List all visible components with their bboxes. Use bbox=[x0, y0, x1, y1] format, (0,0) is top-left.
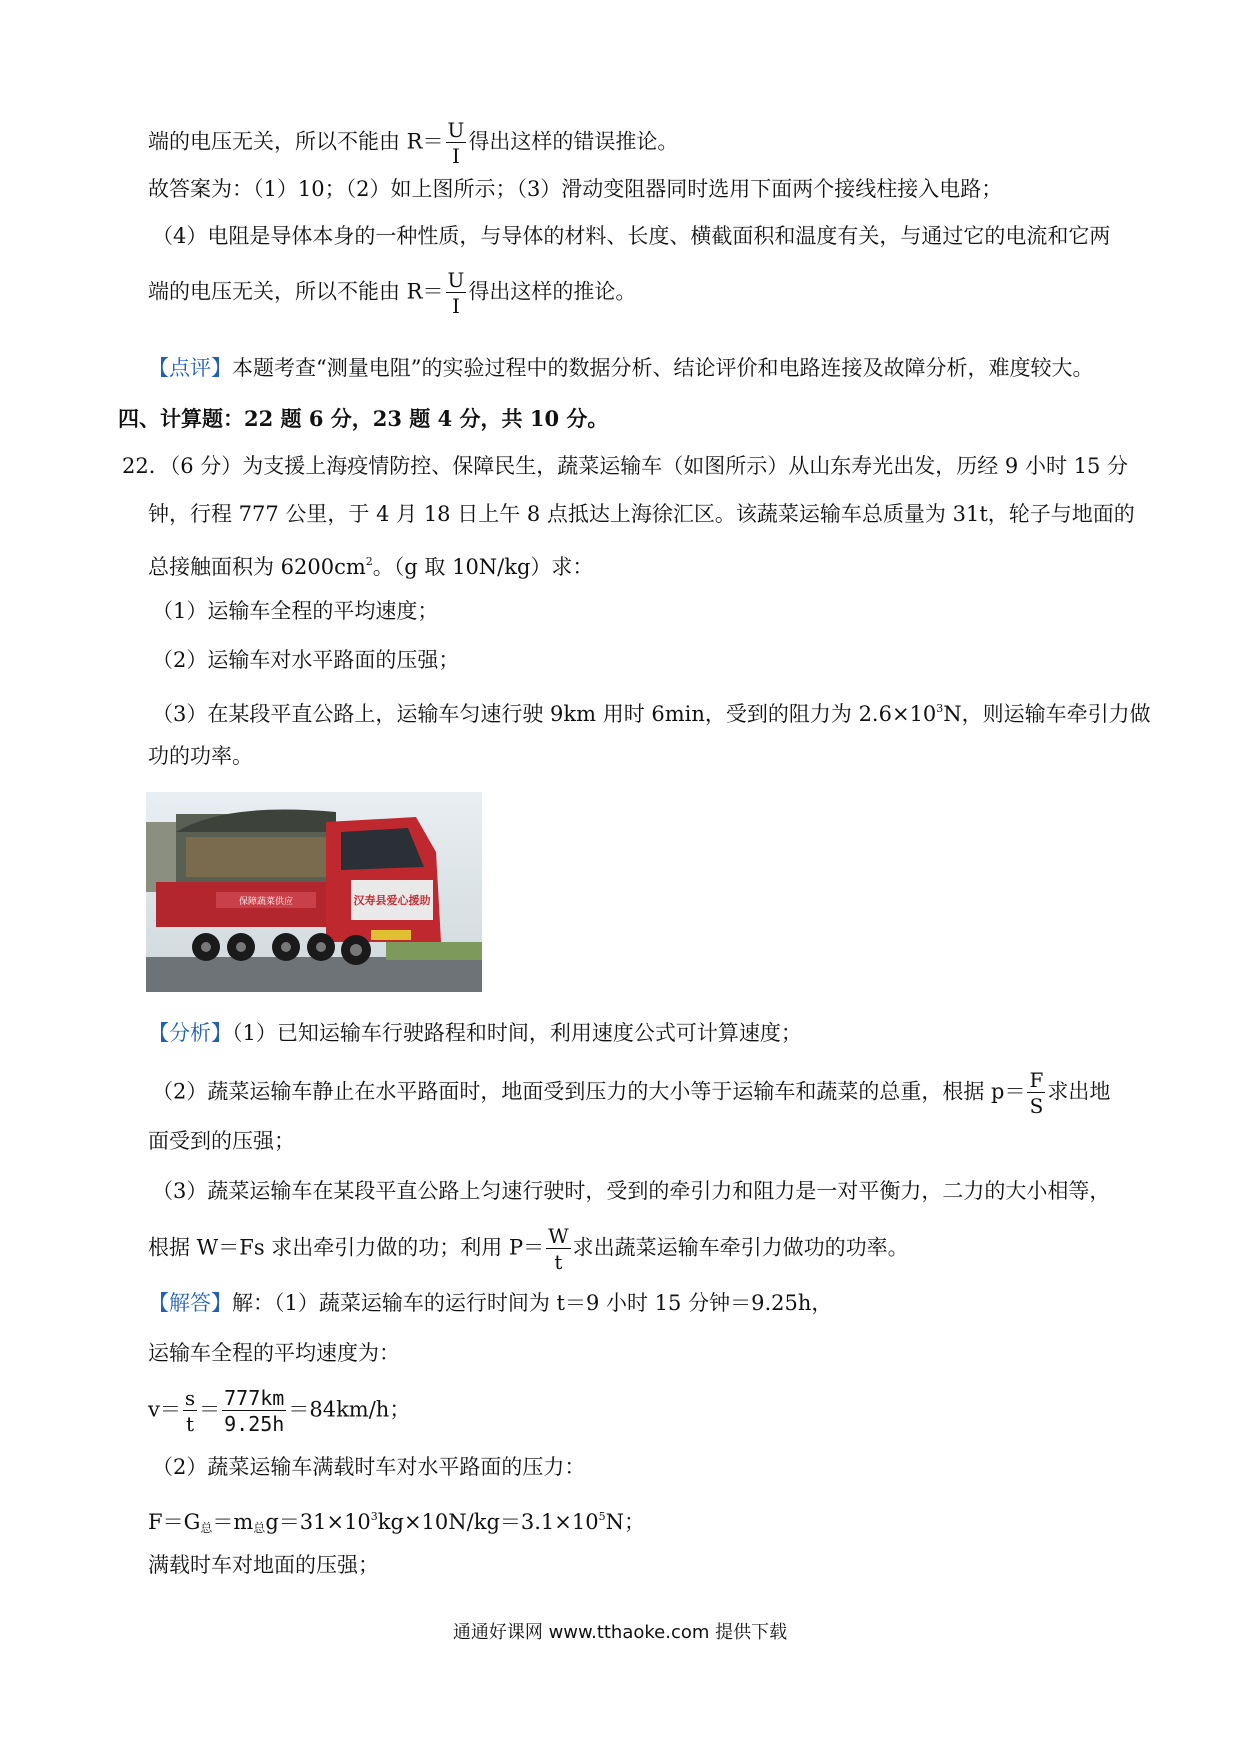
analysis-line-1: 【分析】（1）已知运输车行驶路程和时间，利用速度公式可计算速度； bbox=[148, 1021, 802, 1045]
q22-part-1: （1）运输车全程的平均速度； bbox=[152, 599, 439, 623]
answer-point-4-cont: 端的电压无关，所以不能由 R＝ $\frac{U}{I}$ 得出这样的推论。 bbox=[148, 268, 637, 318]
formula-777-over-925: $\frac{777km}{9.25h}$ bbox=[224, 1386, 285, 1436]
analysis-line-2-cont: 面受到的压强； bbox=[148, 1129, 295, 1153]
answer-tag: 【解答】 bbox=[148, 1291, 232, 1315]
formula-u-over-i: $\frac{U}{I}$ bbox=[447, 268, 465, 318]
analysis-tag: 【分析】 bbox=[148, 1021, 232, 1045]
truck-photo bbox=[146, 792, 482, 992]
truck-front-banner: 汉寿县爱心援助 bbox=[353, 894, 431, 907]
formula-s-over-t: $\frac{s}{t}$ bbox=[184, 1386, 196, 1436]
answer-line-4: 满载时车对地面的压强； bbox=[148, 1553, 379, 1577]
q22-part-3: （3）在某段平直公路上，运输车匀速行驶 9km 用时 6min，受到的阻力为 $2.6\times 10^3N$，则运输车牵引力做 bbox=[152, 702, 1151, 726]
analysis-line-3-cont: 根据 W＝Fs 求出牵引力做的功；利用 P＝ $\frac{W}{t}$ 求出蔬菜运输车牵引力做功的功率。 bbox=[148, 1224, 909, 1274]
section-header: 四、计算题：22 题 6 分，23 题 4 分，共 10 分。 bbox=[118, 406, 609, 431]
prev-answer-line: 端的电压无关，所以不能由 R＝ $\frac{U}{I}$ 得出这样的错误推论。 bbox=[148, 118, 679, 168]
answer-line-3: （2）蔬菜运输车满载时车对水平路面的压力： bbox=[152, 1455, 586, 1479]
comment-line: 【点评】本题考查“测量电阻”的实验过程中的数据分析、结论评价和电路连接及故障分析，难度较大。 bbox=[148, 356, 1094, 380]
formula-f-over-s: $\frac{F}{S}$ bbox=[1029, 1068, 1044, 1118]
formula-w-over-t: $\frac{W}{t}$ bbox=[548, 1224, 569, 1274]
q22-line-1: 22．（6 分）为支援上海疫情防控、保障民生，蔬菜运输车（如图所示）从山东寿光出发，历经 9 小时 15 分 bbox=[122, 454, 1129, 478]
formula-u-over-i: $\frac{U}{I}$ bbox=[447, 118, 465, 168]
q22-part-3-cont: 功的功率。 bbox=[148, 744, 253, 768]
answer-line-1: 【解答】解：（1）蔬菜运输车的运行时间为 t＝9 小时 15 分钟＝9.25h， bbox=[148, 1291, 833, 1315]
answer-line-2: 运输车全程的平均速度为： bbox=[148, 1341, 400, 1365]
answer-summary: 故答案为：（1）10；（2）如上图所示；（3）滑动变阻器同时选用下面两个接线柱接入电路； bbox=[148, 177, 1003, 201]
answer-point-4: （4）电阻是导体本身的一种性质，与导体的材料、长度、横截面积和温度有关，与通过它的电流和它两 bbox=[152, 224, 1111, 248]
velocity-formula: v＝ $\frac{s}{t}$ ＝ $\frac{777km}{9.25h}$ ＝84km/h； bbox=[148, 1386, 411, 1436]
q22-line-2: 钟，行程 777 公里，于 4 月 18 日上午 8 点抵达上海徐汇区。该蔬菜运输车总质量为 31t，轮子与地面的 bbox=[148, 502, 1135, 526]
q22-part-2: （2）运输车对水平路面的压强； bbox=[152, 648, 460, 672]
truck-side-banner: 保障蔬菜供应 bbox=[238, 897, 294, 907]
force-formula: $F=G_总=m_总g=31\times 10^3kg\times 10N/kg=3.1\times 10^5N$； bbox=[148, 1510, 645, 1535]
analysis-line-2: （2）蔬菜运输车静止在水平路面时，地面受到压力的大小等于运输车和蔬菜的总重，根据 p＝ $\frac{F}{S}$ 求出地 bbox=[152, 1068, 1111, 1118]
analysis-line-3: （3）蔬菜运输车在某段平直公路上匀速行驶时，受到的牵引力和阻力是一对平衡力，二力的大小相等， bbox=[152, 1179, 1111, 1203]
comment-tag: 【点评】 bbox=[148, 356, 232, 380]
page-footer: 通通好课网 www.tthaoke.com 提供下载 bbox=[452, 1622, 788, 1643]
q22-line-3: 总接触面积为 $6200cm^2$。（g 取 10N/kg）求： bbox=[148, 555, 594, 579]
